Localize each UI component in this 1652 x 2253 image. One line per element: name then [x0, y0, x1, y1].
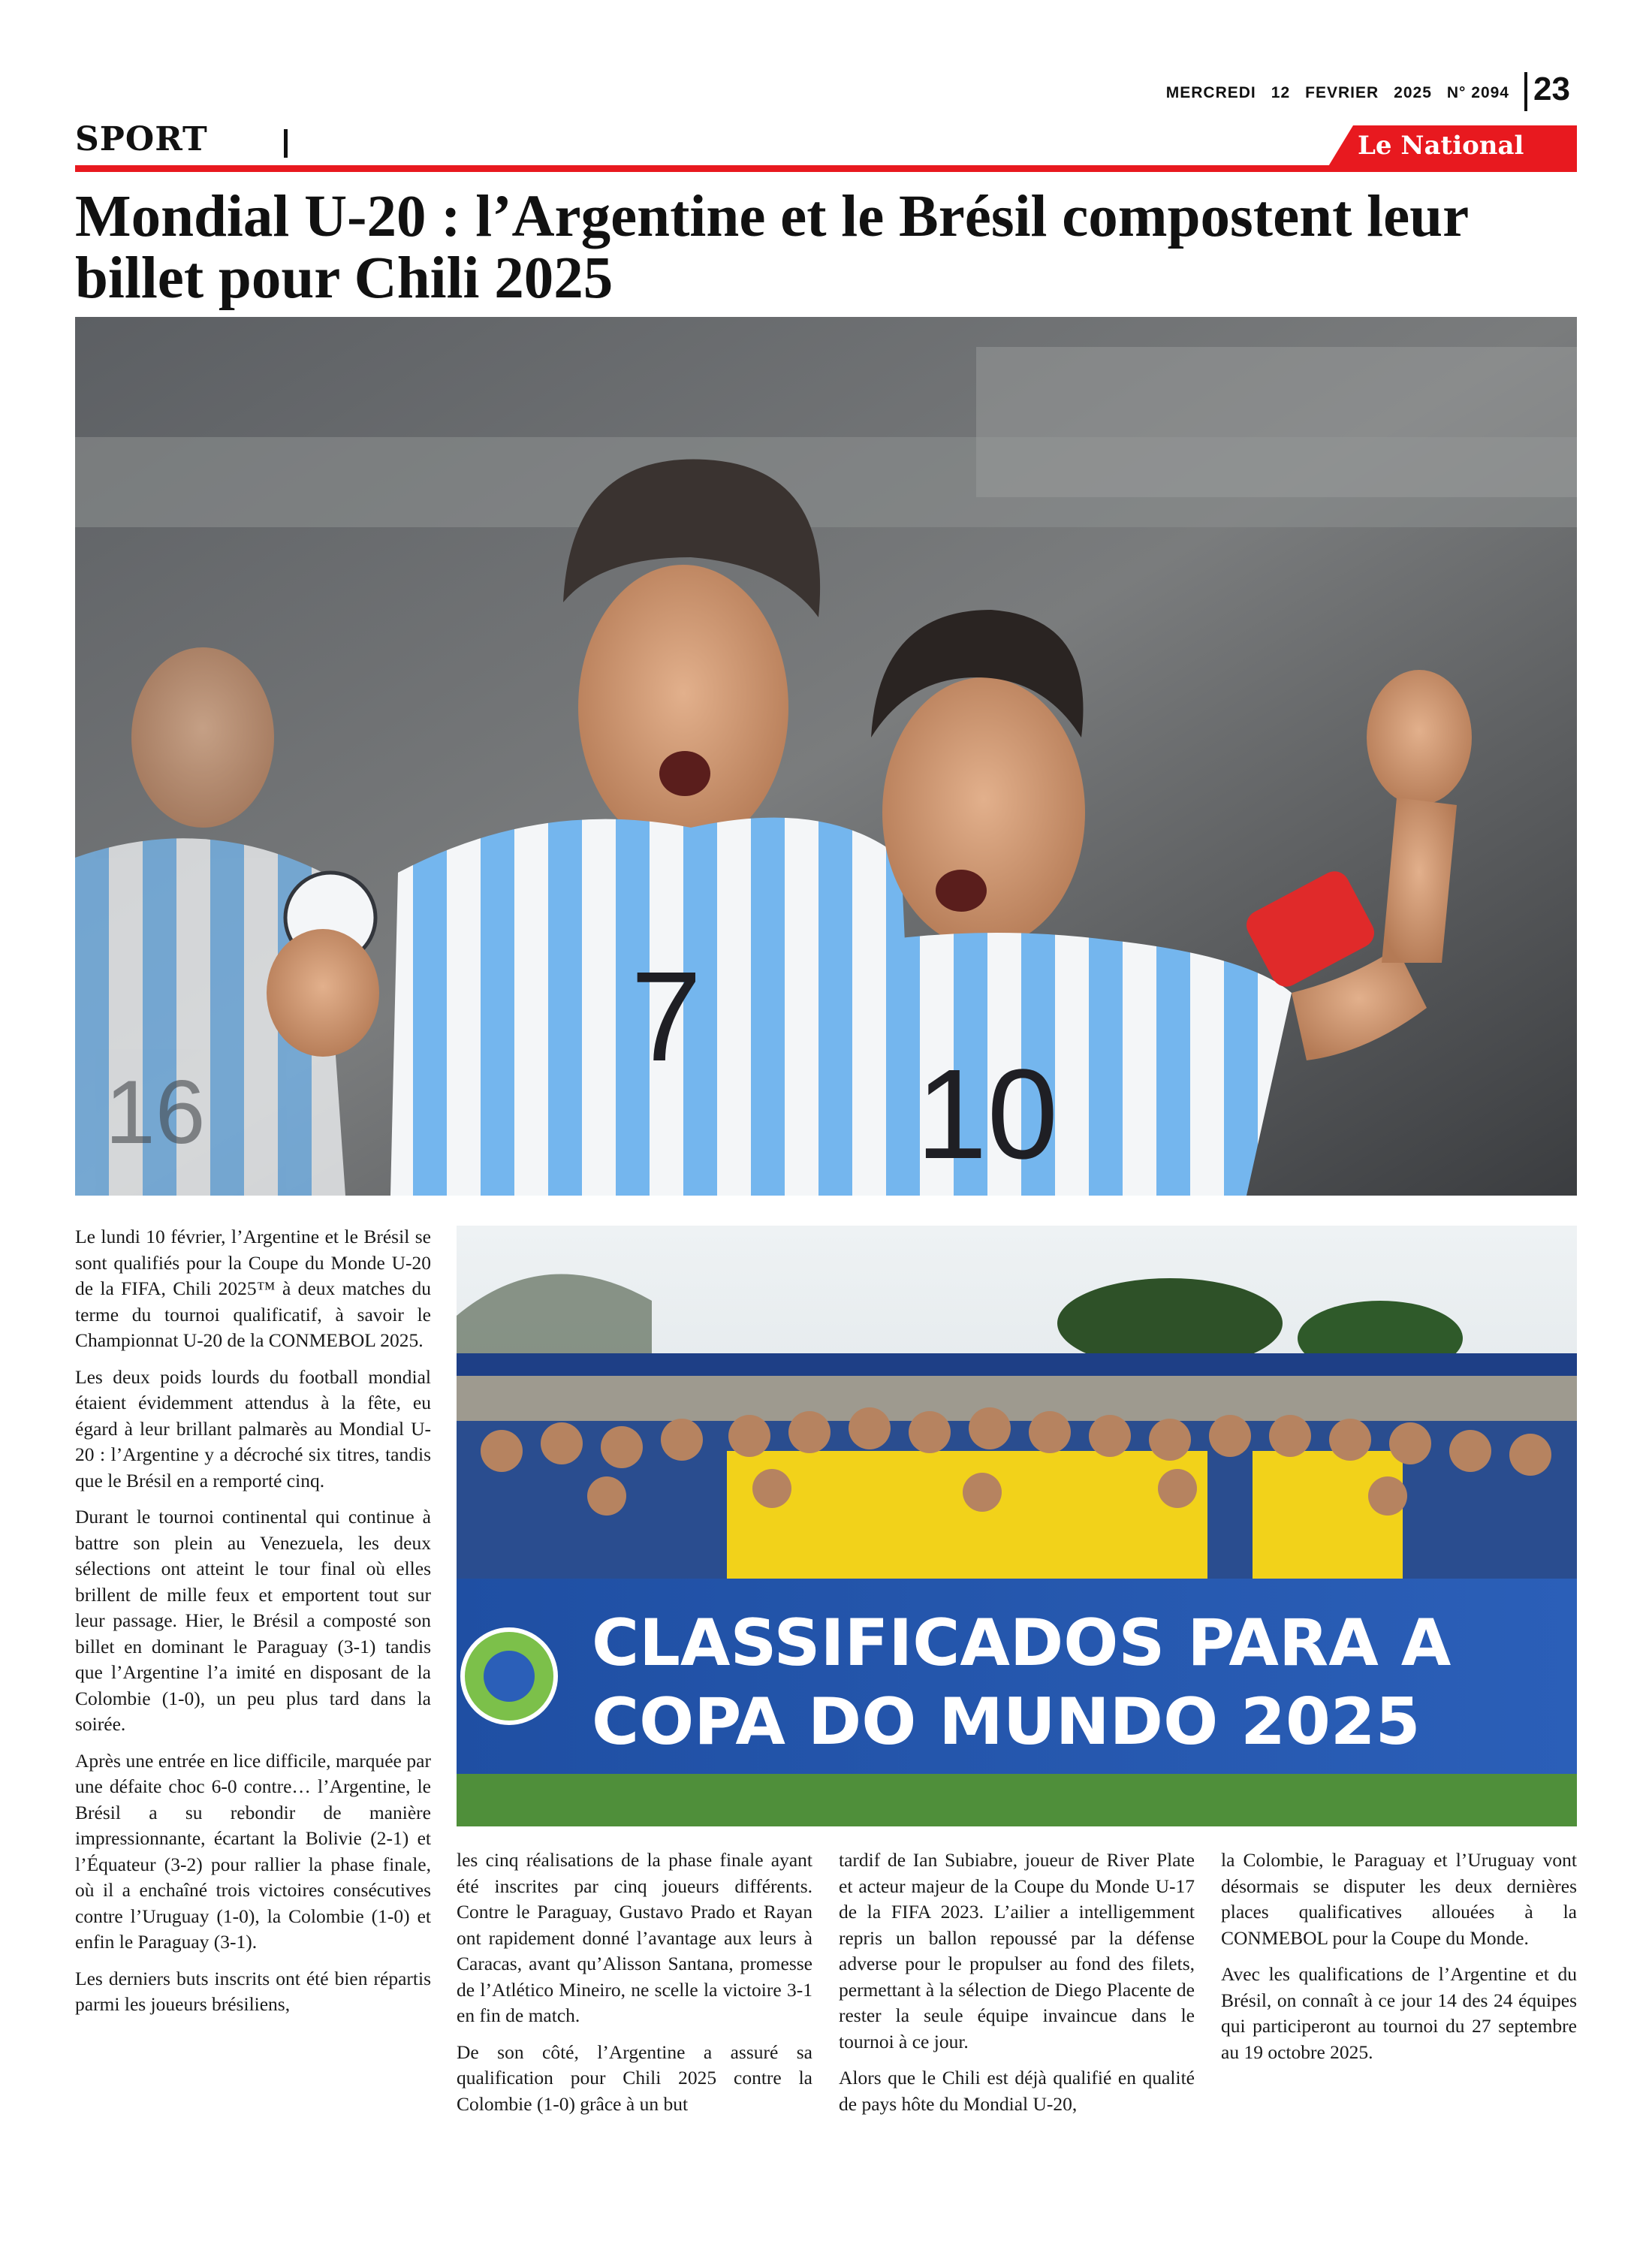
paragraph: tardif de Ian Subiabre, joueur de River Plate et acteur majeur de la Coupe du Monde U-17 de la FIFA 2023. L’ailier a intelligemment repris un ballon repoussé par la défense adverse pour le propulser au fond des filets, permettant à la sélection de Diego Placente de rester la seule équipe invaincue dans le tournoi à ce jour.	[839, 1849, 1195, 2052]
paragraph: la Colombie, le Paraguay et l’Uruguay vont désormais se disputer les deux dernières places qualificatives allouées à la CONMEBOL pour la Coupe du Monde.	[1221, 1849, 1577, 1949]
paragraph: De son côté, l’Argentine a assuré sa qualification pour Chili 2025 contre la Colombie (1-0) grâce à un but	[457, 2040, 812, 2115]
banner-line-1: CLASSIFICADOS PARA A	[592, 1606, 1452, 1681]
paragraph: Les deux poids lourds du football mondial étaient évidemment attendus à la fête, eu égard à leur brillant palmarès au Mondial U-20 : l’Argentine y a décroché six titres, tandis que le Brésil en a remporté cinq.	[75, 1365, 431, 1491]
svg-text:7: 7	[631, 946, 702, 1088]
date-year: 2025	[1394, 84, 1432, 101]
section-divider	[284, 129, 288, 158]
paragraph: Avec les qualifications de l’Argentine et du Brésil, on connaît à ce jour 14 des 24 équipes qui participeront au tournoi du 27 septembre au 19 octobre 2025.	[1221, 1963, 1577, 2063]
date-number: 12	[1271, 84, 1291, 101]
article-column-4	[1221, 1847, 1577, 2208]
paragraph: Durant le tournoi continental qui continue à battre son plein au Venezuela, les deux sélections ont atteint le tour final où elles brillent de mille feux et emportent tout sur leur passage. Hier, le Brésil a composté son billet en dominant le Paraguay (3-1) tandis que l’Argentine l’a imité en disposant de la Colombie (1-0), un peu plus tard dans la soirée.	[75, 1506, 431, 1735]
headline: Mondial U-20 : l’Argentine et le Brésil compostent leur billet pour Chili 2025	[75, 184, 1468, 311]
paragraph: Alors que le Chili est déjà qualifié en qualité de pays hôte du Mondial U-20,	[839, 2067, 1195, 2115]
brand-name: Le National	[1358, 131, 1524, 161]
page-number: 23	[1533, 71, 1570, 107]
issue-number: N° 2094	[1446, 84, 1509, 101]
page-number-divider	[1524, 72, 1527, 111]
paragraph: Après une entrée en lice difficile, marquée par une défaite choc 6-0 contre… l’Argentine, le Brésil a su rebondir de manière impressionnante, écartant la Bolivie (2-1) et l’Équateur (3-2) pour rallier la phase finale, où il a enchaîné trois victoires consécutives contre l’Uruguay (1-0), la Colombie (1-0) et enfin le Paraguay (3-1).	[75, 1749, 431, 1953]
article-column-3	[839, 1847, 1195, 2208]
article-column-1	[75, 1224, 431, 2200]
celebrating-players-photo	[75, 317, 1577, 1196]
dateline	[1089, 84, 1509, 110]
paragraph: Le lundi 10 février, l’Argentine et le Brésil se sont qualifiés pour la Coupe du Monde U-20 de la FIFA, Chili 2025™ à deux matches du terme du tournoi qualificatif, à savoir le Championnat U-20 de la CONMEBOL 2025.	[75, 1226, 431, 1351]
main-photo	[75, 317, 1577, 1196]
date-month: FEVRIER	[1305, 84, 1379, 101]
svg-text:16: 16	[105, 1062, 206, 1163]
section-title: SPORT	[75, 120, 208, 158]
svg-text:10: 10	[916, 1043, 1059, 1186]
banner-line-2: COPA DO MUNDO 2025	[592, 1684, 1421, 1760]
date-day: MERCREDI	[1165, 84, 1256, 101]
paragraph: Les derniers buts inscrits ont été bien répartis parmi les joueurs brésiliens,	[75, 1967, 431, 2015]
paragraph: les cinq réalisations de la phase finale ayant été inscrites par cinq joueurs différents. Contre le Paraguay, Gustavo Prado et Rayan ont rapidement donné l’avantage aux leurs à Caracas, avant qu’Alisson Santana, promesse de l’Atlético Mineiro, ne scelle la victoire 3-1 en fin de match.	[457, 1849, 812, 2026]
second-photo	[457, 1226, 1577, 1826]
team-celebration-photo	[457, 1226, 1577, 1826]
article-column-2	[457, 1847, 812, 2208]
